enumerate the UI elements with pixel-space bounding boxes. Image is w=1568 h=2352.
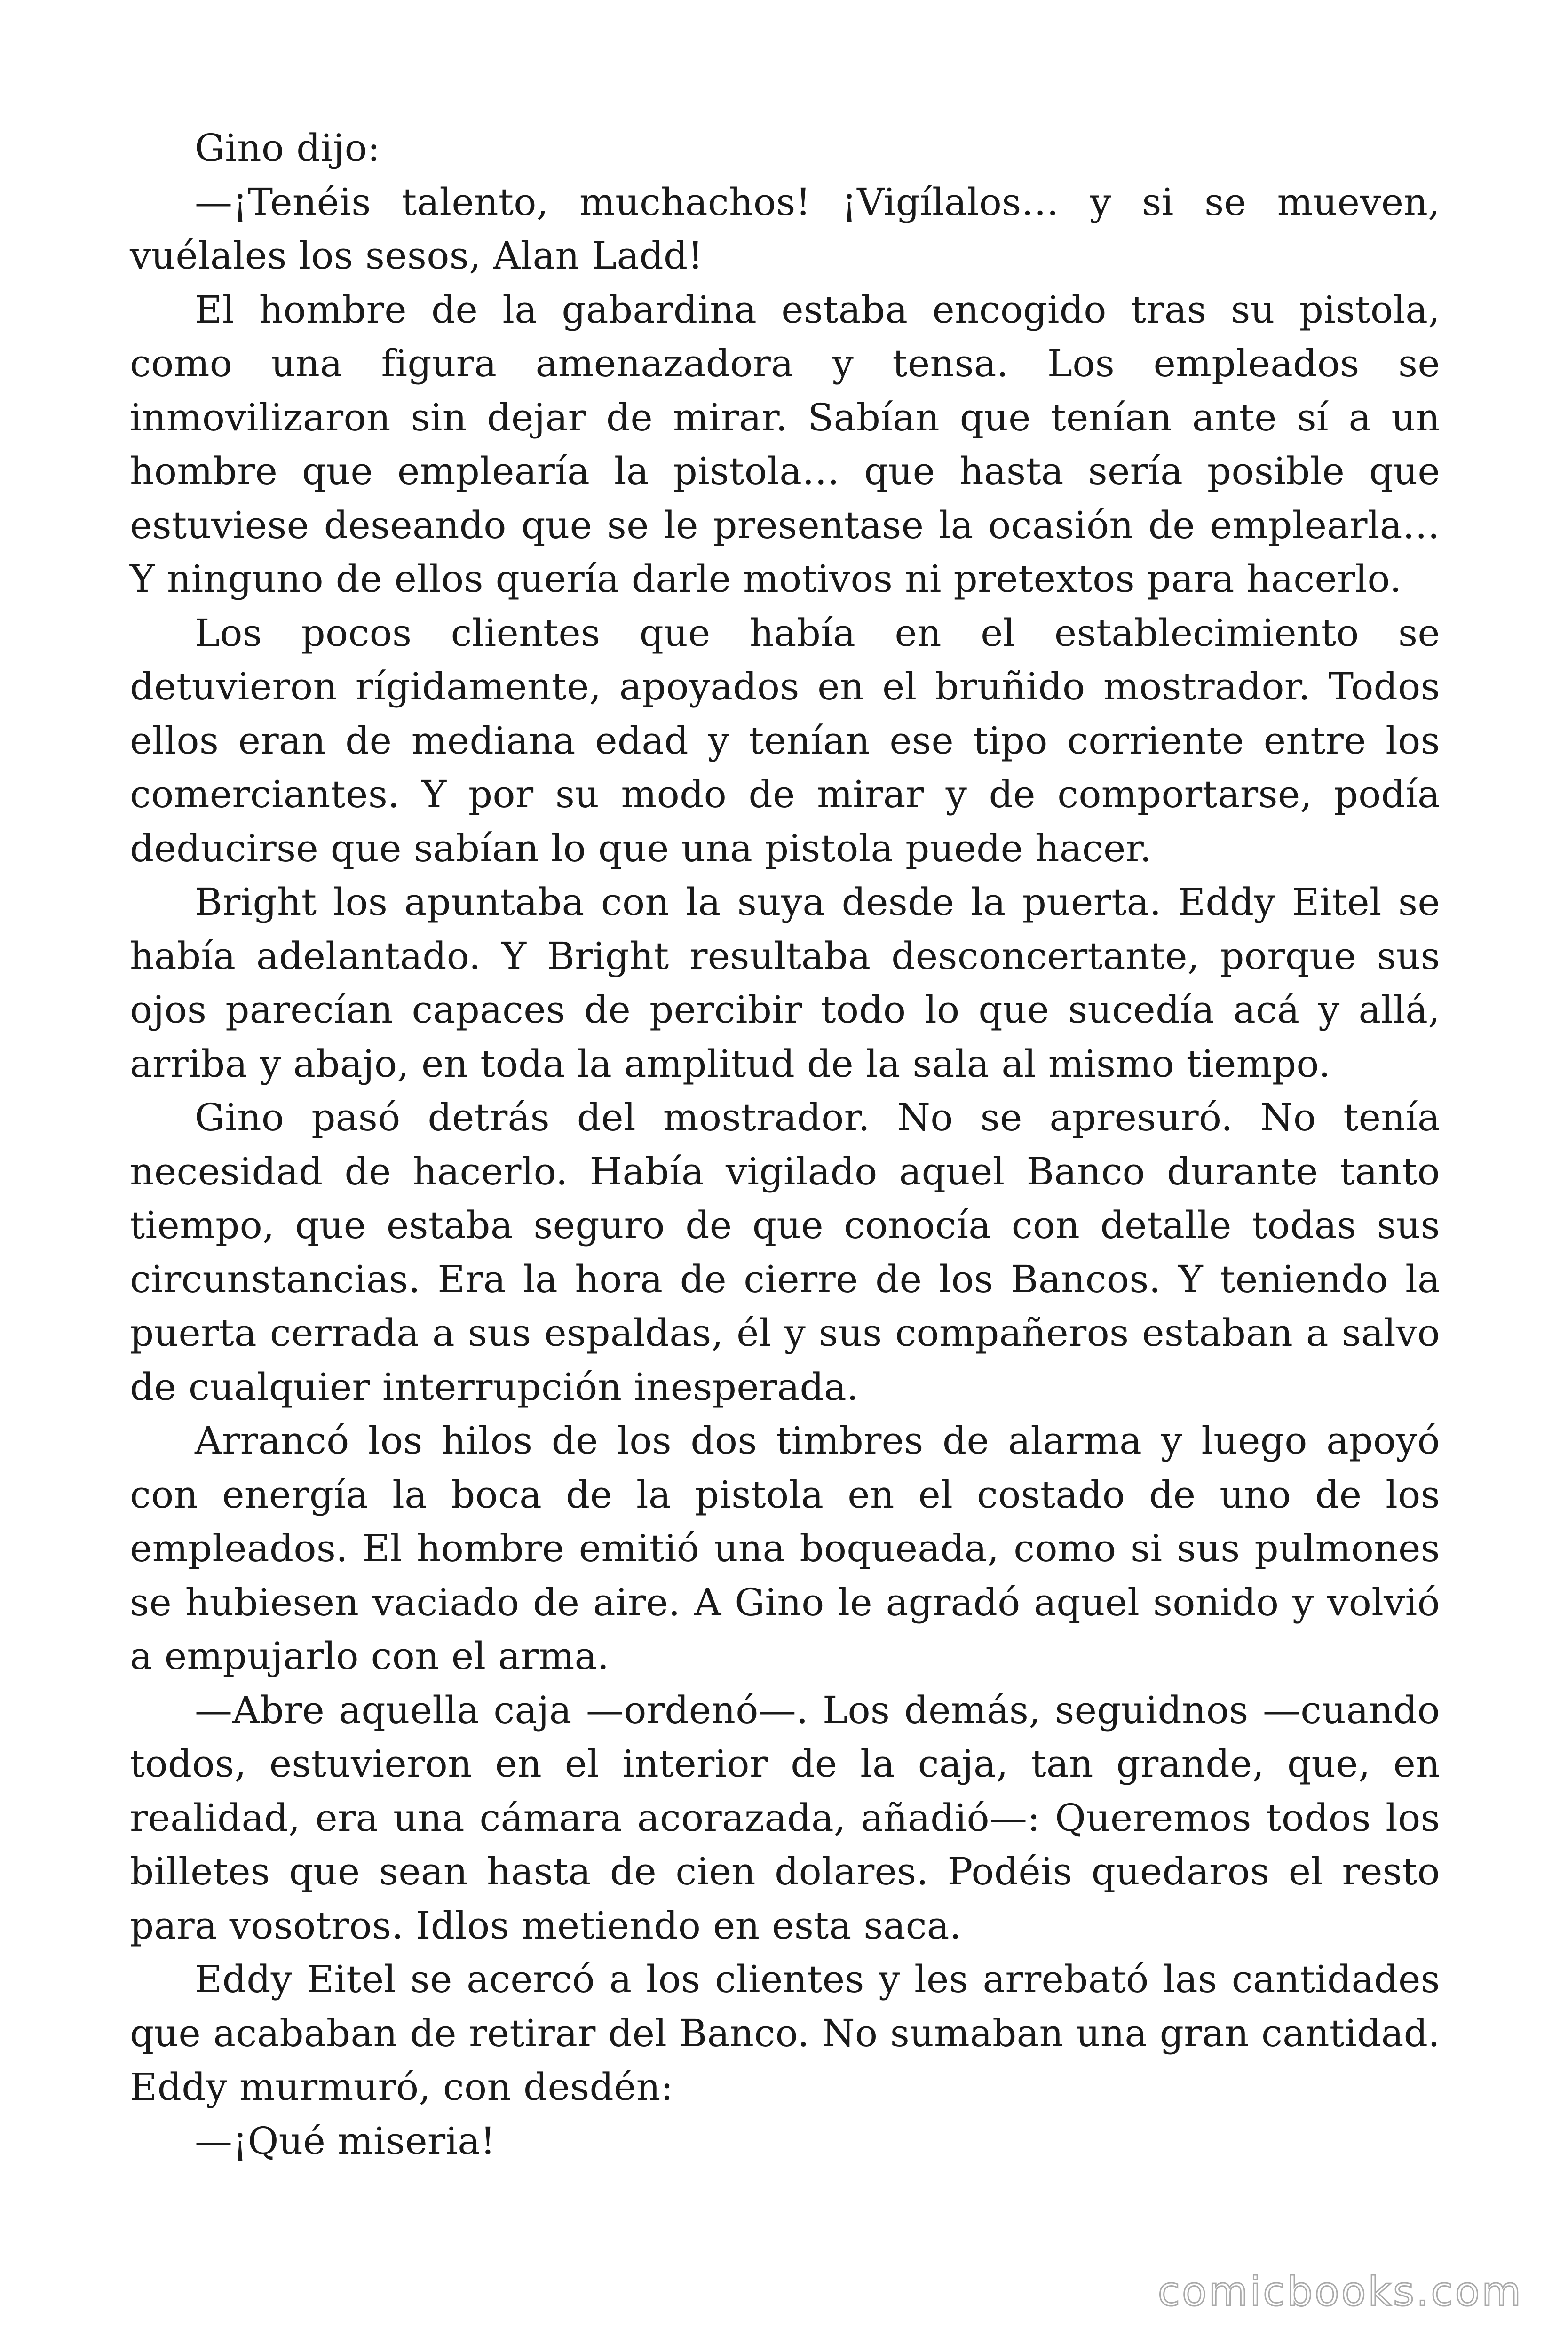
paragraph: Gino dijo: [195,126,380,170]
paragraph: Gino pasó detrás del mostrador. No se apresuró. No tenía necesidad de hacerlo. Había vigilado aquel Banco durante tanto tiempo, que estaba seguro de que conocía con detalle todas sus circunstancias. Era la hora de cierre de los Bancos. Y teniendo la puerta cerrada a sus espaldas, él y sus compañeros estaban a salvo de cualquier interrupción inesperada. [130,1096,1440,1409]
body-text [130,121,1440,2168]
paragraph: Los pocos clientes que había en el establecimiento se detuvieron rígidamente, apoyados en el bruñido mostrador. Todos ellos eran de mediana edad y tenían ese tipo corriente entre los comerciantes. Y por su modo de mirar y de comportarse, podía deducirse que sabían lo que una pistola puede hacer. [130,611,1440,870]
paragraph: El hombre de la gabardina estaba encogido tras su pistola, como una figura amenazadora y tensa. Los empleados se inmovilizaron sin dejar de mirar. Sabían que tenían ante sí a un hombre que emplearía la pistola… que hasta sería posible que estuviese deseando que se le presentase la ocasión de emplearla… Y ninguno de ellos quería darle motivos ni pretextos para hacerlo. [130,287,1440,601]
paragraph: Bright los apuntaba con la suya desde la puerta. Eddy Eitel se había adelantado. Y Bright resultaba desconcertante, porque sus ojos parecían capaces de percibir todo lo que sucedía acá y allá, arriba y abajo, en toda la amplitud de la sala al mismo tiempo. [130,880,1440,1086]
paragraph: —¡Tenéis talento, muchachos! ¡Vigílalos… y si se mueven, vuélales los sesos, Alan Ladd! [130,180,1440,278]
paragraph: —Abre aquella caja —ordenó—. Los demás, seguidnos —cuando todos, estuvieron en el interior de la caja, tan grande, que, en realidad, era una cámara acorazada, añadió—: Queremos todos los billetes que sean hasta de cien dolares. Podéis quedaros el resto para vosotros. Idlos metiendo en esta saca. [130,1688,1440,1947]
watermark: comicbooks.com [1157,2268,1523,2315]
paragraph: —¡Qué miseria! [195,2119,496,2163]
paragraph: Eddy Eitel se acercó a los clientes y les arrebató las cantidades que acababan de retirar del Banco. No sumaban una gran cantidad. Eddy murmuró, con desdén: [130,1957,1440,2109]
paragraph: Arrancó los hilos de los dos timbres de alarma y luego apoyó con energía la boca de la pistola en el costado de uno de los empleados. El hombre emitió una boqueada, como si sus pulmones se hubiesen vaciado de aire. A Gino le agradó aquel sonido y volvió a empujarlo con el arma. [130,1419,1440,1678]
